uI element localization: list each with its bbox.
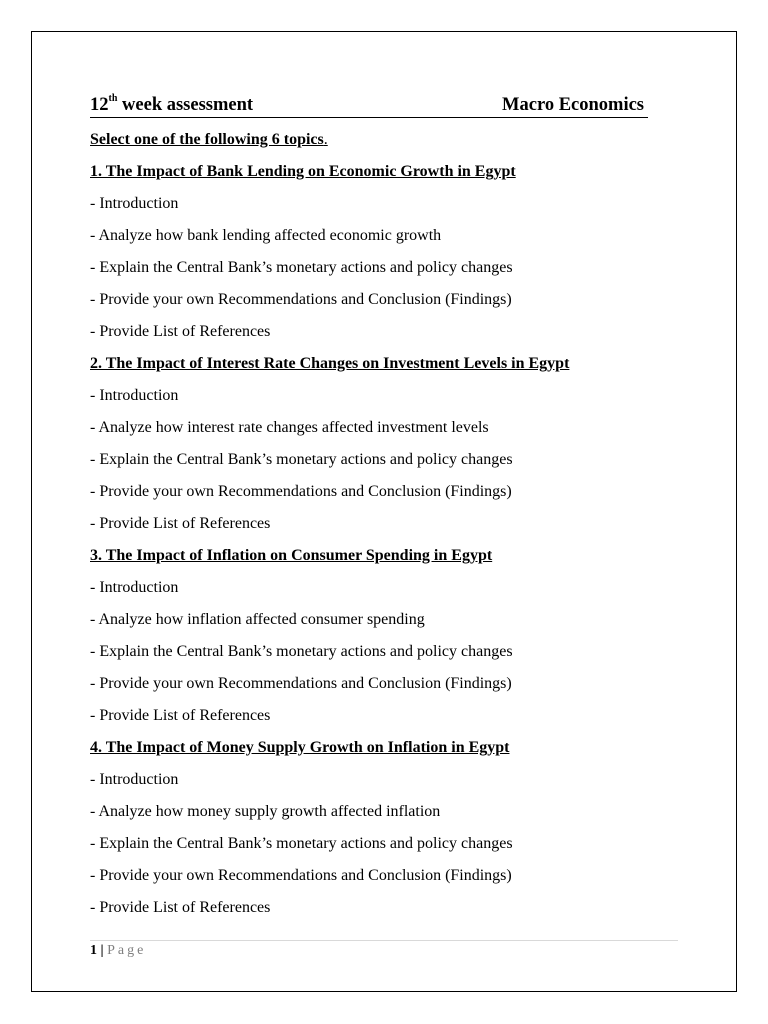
list-item: - Explain the Central Bank’s monetary actions and policy changes <box>90 451 513 468</box>
instruction-period: . <box>323 131 328 148</box>
document-header <box>90 93 648 118</box>
footer-separator: | <box>97 943 108 958</box>
list-item: - Introduction <box>90 771 179 788</box>
list-item: - Analyze how bank lending affected economic growth <box>90 227 442 244</box>
week-text: week assessment <box>117 95 254 115</box>
list-item: - Explain the Central Bank’s monetary actions and policy changes <box>90 643 513 660</box>
list-item: - Provide List of References <box>90 707 271 724</box>
list-item: - Provide List of References <box>90 899 271 916</box>
list-item: - Analyze how inflation affected consumer spending <box>90 611 425 628</box>
page-footer <box>90 941 146 961</box>
topic-3-title: 3. The Impact of Inflation on Consumer Spending in Egypt <box>90 547 493 564</box>
week-suffix: th <box>108 92 118 104</box>
list-item: - Introduction <box>90 579 179 596</box>
topic-title <box>90 735 690 767</box>
assessment-title <box>90 92 254 116</box>
footer-divider <box>90 940 678 941</box>
list-item: - Explain the Central Bank’s monetary actions and policy changes <box>90 259 513 276</box>
page-number: 1 <box>90 943 97 958</box>
instruction-line <box>90 127 690 159</box>
list-item: - Provide your own Recommendations and Conclusion (Findings) <box>90 675 512 692</box>
list-item: - Introduction <box>90 387 179 404</box>
list-item: - Provide your own Recommendations and Conclusion (Findings) <box>90 867 512 884</box>
instruction-text: Select one of the following 6 topics <box>90 131 324 148</box>
course-title: Macro Economics <box>502 95 644 115</box>
topic-title <box>90 159 690 191</box>
topic-1-title: 1. The Impact of Bank Lending on Economic Growth in Egypt <box>90 163 516 180</box>
list-item: - Provide your own Recommendations and Conclusion (Findings) <box>90 291 512 308</box>
topic-title <box>90 351 690 383</box>
list-item: - Analyze how money supply growth affected inflation <box>90 803 441 820</box>
topic-4-title: 4. The Impact of Money Supply Growth on Inflation in Egypt <box>90 739 510 756</box>
page-label: Page <box>107 943 147 958</box>
list-item: - Provide List of References <box>90 323 271 340</box>
list-item: - Introduction <box>90 195 179 212</box>
topic-title <box>90 543 690 575</box>
week-number: 12 <box>90 95 109 115</box>
list-item: - Provide List of References <box>90 515 271 532</box>
list-item: - Analyze how interest rate changes affected investment levels <box>90 419 489 436</box>
document-body <box>90 127 690 927</box>
list-item: - Provide your own Recommendations and Conclusion (Findings) <box>90 483 512 500</box>
topic-2-title: 2. The Impact of Interest Rate Changes on Investment Levels in Egypt <box>90 355 570 372</box>
list-item: - Explain the Central Bank’s monetary actions and policy changes <box>90 835 513 852</box>
